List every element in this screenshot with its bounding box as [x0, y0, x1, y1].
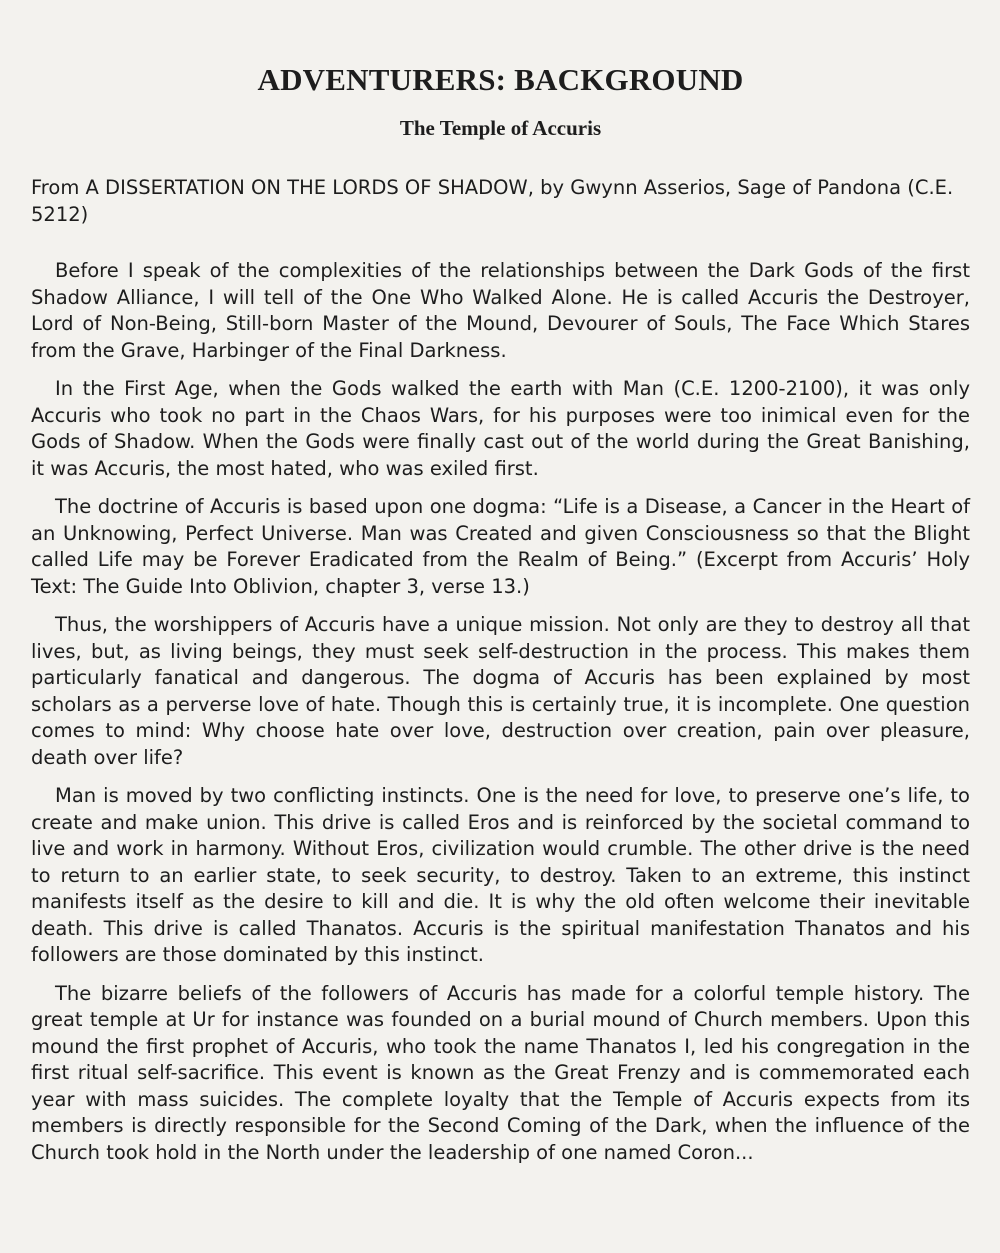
paragraph-6: The bizarre beliefs of the followers of Accuris has made for a colorful temple history. The great temple at Ur for instance was founded on a burial mound of Church members. Upon this mound the first prophet of Accuris, who took the name Thanatos I, led his congregation in the first ritual self-sacrifice. This event is known as the Great Frenzy and is commemorated each year with mass suicides. The complete loyalty that the Temple of Accuris expects from its members is directly responsible for the Second Coming of the Dark, when the influence of the Church took hold in the North under the leadership of one named Coron...: [31, 981, 970, 1164]
paragraph-5: Man is moved by two conflicting instincts. One is the need for love, to preserve one’s life, to create and make union. This drive is called Eros and is reinforced by the societal command to live and work in harmony. Without Eros, civilization would crumble. The other drive is the need to return to an earlier state, to seek security, to destroy. Taken to an extreme, this instinct manifests itself as the desire to kill and die. It is why the old often welcome their inevitable death. This drive is called Thanatos. Accuris is the spiritual manifestation Thanatos and his followers are those dominated by this instinct.: [31, 784, 970, 966]
page-title: ADVENTURERS: BACKGROUND: [257, 62, 744, 97]
paragraph-4: Thus, the worshippers of Accuris have a unique mission. Not only are they to destroy all that lives, but, as living beings, they must seek self-destruction in the process. This makes them particularly fanatical and dangerous. The dogma of Accuris has been explained by most scholars as a perverse love of hate. Though this is certainly true, it is incomplete. One question comes to mind: Why choose hate over love, destruction over creation, pain over pleasure, death over life?: [31, 613, 970, 769]
source-citation: From A DISSERTATION ON THE LORDS OF SHADOW, by Gwynn Asserios, Sage of Pandona (C.E. 5212): [31, 176, 954, 226]
paragraph-1: Before I speak of the complexities of the relationships between the Dark Gods of the first Shadow Alliance, I will tell of the One Who Walked Alone. He is called Accuris the Destroyer, Lord of Non-Being, Still-born Master of the Mound, Devourer of Souls, The Face Which Stares from the Grave, Harbinger of the Final Darkness.: [31, 259, 970, 362]
page-subtitle: The Temple of Accuris: [399, 116, 602, 140]
paragraph-3: The doctrine of Accuris is based upon one dogma: “Life is a Disease, a Cancer in the Heart of an Unknowing, Perfect Universe. Man was Created and given Consciousness so that the Blight called Life may be Forever Eradicated from the Realm of Being.” (Excerpt from Accuris’ Holy Text: The Guide Into Oblivion, chapter 3, verse 13.): [31, 495, 970, 598]
paragraph-2: In the First Age, when the Gods walked the earth with Man (C.E. 1200-2100), it was only Accuris who took no part in the Chaos Wars, for his purposes were too inimical even for the Gods of Shadow. When the Gods were finally cast out of the world during the Great Banishing, it was Accuris, the most hated, who was exiled first.: [31, 377, 970, 480]
